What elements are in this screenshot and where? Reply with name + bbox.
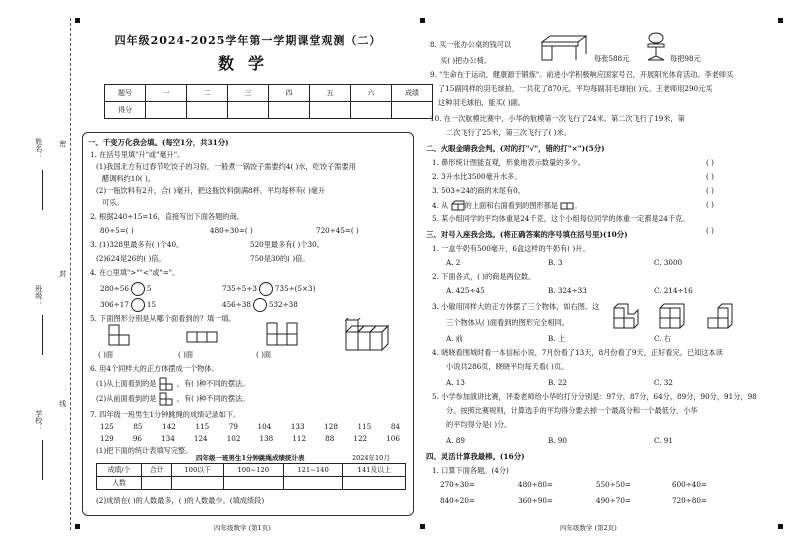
calc-1-text: 1. 口算下面各题。(4分) bbox=[432, 466, 509, 475]
jump-record: 129 bbox=[100, 434, 114, 443]
stat-head: 121~140 bbox=[283, 464, 343, 477]
q4-row2-right: 456÷38 532÷38 bbox=[222, 298, 298, 312]
stat-head: 100~120 bbox=[223, 464, 283, 477]
cube-shape-icon bbox=[451, 200, 465, 212]
jump-record: 79 bbox=[228, 422, 238, 431]
stat-head: 成绩/个 bbox=[97, 464, 142, 477]
q7-table-caption: 四年级一班男生1分钟跳绳成绩统计表 bbox=[196, 454, 305, 462]
choice-5-option[interactable]: C. 91 bbox=[654, 436, 673, 445]
jump-record: 134 bbox=[161, 434, 175, 443]
calc-item: 270÷30= bbox=[440, 480, 475, 489]
seal-char-mi: 密 bbox=[58, 140, 67, 147]
judge-3-paren[interactable]: ( ) bbox=[706, 186, 714, 195]
stat-head: 141及以上 bbox=[343, 464, 406, 477]
q3b-text: (2)624是26的( )倍。 bbox=[96, 254, 166, 263]
desk-image bbox=[538, 34, 588, 62]
jump-record: 142 bbox=[162, 422, 176, 431]
choice-5-option[interactable]: B. 90 bbox=[548, 436, 567, 445]
score-cell[interactable] bbox=[392, 102, 433, 119]
score-cell[interactable] bbox=[351, 102, 392, 119]
name-line bbox=[42, 170, 43, 210]
jump-record: 88 bbox=[325, 434, 335, 443]
choice-1-option[interactable]: C. 3000 bbox=[654, 258, 683, 267]
calc-item: 490÷70= bbox=[596, 496, 631, 505]
calc-item: 720÷80= bbox=[672, 496, 707, 505]
calc-item: 480÷80= bbox=[518, 480, 553, 489]
choice-1-option[interactable]: B. 3 bbox=[548, 258, 563, 267]
jump-record: 106 bbox=[386, 434, 400, 443]
score-head: 三 bbox=[228, 85, 269, 102]
choice-1: 1. 一盒牛奶有500毫升，6盒这样的牛奶有( )升。 bbox=[432, 244, 590, 253]
judge-3: 3. 503÷24的商的末尾有0。 bbox=[432, 186, 525, 195]
jump-record: 138 bbox=[259, 434, 274, 443]
choice-5-text-3: 的平均得分是( )分。 bbox=[446, 420, 512, 429]
score-head: 一 bbox=[146, 85, 187, 102]
q5-answer-3: ( )面 bbox=[256, 350, 272, 359]
exam-title: 四年级2024-2025学年第一学期课堂观测（二） bbox=[114, 34, 382, 47]
left-footer: 四年级数学 (第1页) bbox=[214, 524, 271, 532]
seal-char-xian: 线 bbox=[58, 400, 67, 407]
two-square-icon bbox=[560, 201, 574, 211]
section-4-heading: 四、灵活计算我最棒。(16分) bbox=[426, 452, 525, 461]
q10-text-2: 二次飞行了25米，第三次飞行了( )米。 bbox=[446, 128, 571, 137]
corner-marker bbox=[75, 18, 80, 23]
corner-marker bbox=[75, 524, 80, 529]
choice-3-option[interactable]: B. 上 bbox=[548, 334, 566, 343]
score-cell[interactable] bbox=[228, 102, 269, 119]
stat-cell[interactable] bbox=[343, 477, 406, 490]
view-figure-2 bbox=[186, 330, 220, 344]
choice-5-text-2: 分。按照比赛规则，计算选手的平均得分要去掉一个最高分和一个最低分，小华 bbox=[446, 406, 698, 415]
q9-text: 9. "生命在于运动，健康源于锻炼"。前进小学积极响应国家号召，开展阳光体育活动。李老师买 bbox=[430, 70, 734, 79]
judge-1-paren[interactable]: ( ) bbox=[706, 158, 714, 167]
stat-cell[interactable] bbox=[172, 477, 223, 490]
stat-cell[interactable] bbox=[283, 477, 343, 490]
jump-record: 112 bbox=[292, 434, 307, 443]
q6-text: 6. 用4个同样大的正方体摆成一个物体。 bbox=[90, 364, 219, 373]
chair-price: 每把98元 bbox=[670, 54, 701, 63]
section-3-heading: 三、对号入座我会选。(将正确答案的序号填在括号里)(10分) bbox=[426, 230, 628, 239]
corner-marker bbox=[778, 524, 783, 529]
jump-record: 133 bbox=[290, 422, 305, 431]
q8-text: 8. 买一张办公桌的钱可以 bbox=[430, 40, 512, 49]
corner-marker bbox=[778, 18, 783, 23]
jump-record: 122 bbox=[353, 434, 368, 443]
judge-5: 5. 某小组同学的平均体重是24千克，这个小组每位同学的体重一定都是24千克。 bbox=[432, 214, 690, 223]
choice-1-option[interactable]: A. 2 bbox=[446, 258, 461, 267]
q4-row1-right: 735÷5÷3 735÷(5×3) bbox=[222, 282, 315, 296]
jump-record: 128 bbox=[324, 422, 338, 431]
choice-4-option[interactable]: B. 22 bbox=[548, 378, 567, 387]
q7a-text: (1)把下面的统计表填写完整。 bbox=[96, 446, 193, 455]
choice-4: 4. 晓晓看围城时看一本信标小说，7月份看了13天，8月份看了9天，正好看完。已知这本读 bbox=[432, 348, 723, 357]
score-head: 成绩 bbox=[392, 85, 433, 102]
jump-record: 125 bbox=[100, 422, 114, 431]
choice-2: 2. 下面各式，( )的商是两位数。 bbox=[432, 272, 536, 281]
score-cell[interactable] bbox=[310, 102, 351, 119]
q6a-text: (1)从上面看到的是 ，有( )种不同的摆法。 bbox=[96, 377, 249, 391]
q1-text: 1. 在括号里填"升"或"毫升"。 bbox=[90, 150, 185, 159]
choice-3-option[interactable]: A. 前 bbox=[446, 334, 463, 343]
q7-table-date: 2024年10月 bbox=[352, 454, 390, 462]
score-cell[interactable] bbox=[146, 102, 187, 119]
corner-marker bbox=[420, 524, 425, 529]
score-row-label: 得分 bbox=[105, 102, 146, 119]
school-label: 学校： bbox=[34, 410, 43, 431]
q7-text: 7. 四年级一班男生1分钟跳绳的成绩记录如下。 bbox=[90, 410, 241, 419]
q1b-text-2: 可乐。 bbox=[102, 198, 124, 207]
q9-text-3: 这种羽毛球拍，能买( )副。 bbox=[438, 98, 525, 107]
class-label: 班级： bbox=[34, 285, 43, 306]
choice-3: 3. 小敏用同样大的正方体摆了三个物体，如右图。这 bbox=[432, 302, 600, 311]
jump-record: 85 bbox=[133, 422, 143, 431]
judge-4: 4. 从 的上面和右面看到的图形都是 。 bbox=[432, 201, 582, 210]
choice-3-text-2: 三个物体从( )面看到的图形完全相同。 bbox=[446, 318, 569, 327]
q7-stats-table bbox=[96, 463, 406, 490]
choice-4-option[interactable]: A. 13 bbox=[446, 378, 465, 387]
q5-answer-1: ( )面 bbox=[98, 350, 114, 359]
front-view-shape bbox=[159, 392, 177, 406]
q9-text-2: 了15副同样的羽毛球拍，一共花了870元，平均每副羽毛球拍( )元。王老师用290元买 bbox=[438, 84, 713, 93]
compare-circle[interactable] bbox=[259, 282, 273, 296]
calc-item: 550÷50= bbox=[596, 480, 631, 489]
compare-circle[interactable] bbox=[253, 298, 267, 312]
school-line bbox=[42, 440, 43, 480]
top-view-shape bbox=[159, 377, 177, 391]
score-head: 五 bbox=[310, 85, 351, 102]
q8-text-2: 买( )把办公椅。 bbox=[440, 56, 492, 65]
view-figure-1 bbox=[108, 324, 144, 346]
score-head: 二 bbox=[187, 85, 228, 102]
score-table bbox=[104, 84, 433, 119]
q5-text: 5. 下面图形分别是从哪个面看到的？填一填。 bbox=[90, 314, 236, 323]
jump-record: 124 bbox=[193, 434, 208, 443]
desk-price: 每张588元 bbox=[594, 54, 630, 63]
choice-2-option[interactable]: A. 425÷45 bbox=[446, 286, 485, 295]
choice-5-option[interactable]: A. 89 bbox=[446, 436, 465, 445]
three-objects-figure bbox=[608, 300, 748, 338]
q6b-text: (2)从前面看到的是 ，有( )种不同的摆法。 bbox=[96, 392, 249, 406]
stat-cell[interactable] bbox=[142, 477, 172, 490]
q4-text: 4. 在○里填">""<"或"="。 bbox=[90, 268, 180, 277]
judge-5-paren[interactable]: ( ) bbox=[706, 226, 714, 235]
jump-record: 115 bbox=[195, 422, 210, 431]
q3b-text-2: 750是30的( )倍。 bbox=[250, 254, 310, 263]
q7b-text: (2)成绩在( )的人数最多，( )的人数最少。(填成绩段) bbox=[96, 496, 265, 505]
judge-2: 2. 3升水比3500毫升水多。 bbox=[432, 172, 522, 181]
q4-row1-left: 280÷56 5 bbox=[100, 282, 151, 296]
seal-dashed-line bbox=[70, 18, 71, 530]
view-figure-3 bbox=[266, 322, 300, 346]
calc-item: 840÷20= bbox=[440, 496, 475, 505]
q7-data-row-1 bbox=[100, 422, 400, 431]
jump-record: 104 bbox=[257, 422, 272, 431]
choice-2-option[interactable]: C. 214÷16 bbox=[654, 286, 693, 295]
chair-image bbox=[644, 32, 668, 64]
q2-text: 2. 根据240÷15=16，直接写出下面各题的商。 bbox=[90, 212, 244, 221]
q3a-text-2: 520里最多有( )个30。 bbox=[250, 240, 324, 249]
q10-text: 10. 在一次航模比赛中，小华的航模第一次飞行了24米。第二次飞行了19米，第 bbox=[430, 114, 685, 123]
stat-head: 100以下 bbox=[172, 464, 223, 477]
q2-item: 720÷45=( ) bbox=[316, 226, 359, 235]
score-cell[interactable] bbox=[187, 102, 228, 119]
seal-char-feng: 封 bbox=[58, 270, 67, 277]
score-head: 题号 bbox=[105, 85, 146, 102]
cube-stack-figure bbox=[342, 318, 398, 352]
section-1-heading: 一、千变万化我会填。(每空1分，共31分) bbox=[88, 138, 229, 147]
binding-margin bbox=[6, 20, 70, 530]
score-cell[interactable] bbox=[269, 102, 310, 119]
choice-2-option[interactable]: B. 324÷33 bbox=[548, 286, 587, 295]
compare-circle[interactable] bbox=[131, 298, 145, 312]
choice-4-option[interactable]: C. 32 bbox=[654, 378, 673, 387]
q1b-text: (2)一瓶饮料有2升，合( )毫升，把这瓶饮料倒满8杯，平均每杯有( )毫升 bbox=[96, 186, 326, 195]
calc-item: 600÷40= bbox=[672, 480, 707, 489]
judge-1: 1. 鼻形统计图能直观，形象地表示数量的多少。 bbox=[432, 158, 585, 167]
choice-4-text-2: 小说共286页，晓晓平均每天看( )页。 bbox=[446, 362, 569, 371]
q4-row2-left: 306÷17 15 bbox=[100, 298, 156, 312]
choice-3-option[interactable]: C. 右 bbox=[654, 334, 671, 343]
stat-row-label: 人数 bbox=[97, 477, 142, 490]
stat-head: 合计 bbox=[142, 464, 172, 477]
calc-item: 360÷90= bbox=[518, 496, 553, 505]
right-footer: 四年级数学 (第2页) bbox=[560, 524, 617, 532]
jump-record: 102 bbox=[226, 434, 241, 443]
jump-record: 96 bbox=[132, 434, 142, 443]
section-2-heading: 二、火眼金睛我会判。(对的打"√"，错的打"×")(5分) bbox=[426, 144, 605, 153]
score-head: 四 bbox=[269, 85, 310, 102]
q7-data-row-2 bbox=[100, 434, 400, 443]
q2-item: 480÷30=( ) bbox=[210, 226, 253, 235]
q2-item: 80÷5=( ) bbox=[100, 226, 134, 235]
q5-answer-2: ( )面 bbox=[178, 350, 194, 359]
compare-circle[interactable] bbox=[131, 282, 145, 296]
judge-4-paren[interactable]: ( ) bbox=[706, 200, 714, 209]
corner-marker bbox=[420, 18, 425, 23]
class-line bbox=[42, 315, 43, 355]
jump-record: 115 bbox=[357, 422, 372, 431]
judge-2-paren[interactable]: ( ) bbox=[706, 172, 714, 181]
subject-title: 数学 bbox=[217, 54, 278, 73]
jump-record: 84 bbox=[390, 422, 400, 431]
q1a-text-2: 醋调料约10( )。 bbox=[102, 174, 155, 183]
score-head: 六 bbox=[351, 85, 392, 102]
q3a-text: 3. (1)328里最多有( )个40。 bbox=[90, 240, 184, 249]
stat-cell[interactable] bbox=[223, 477, 283, 490]
q1a-text: (1)我国北方有过春节吃饺子的习俗，一般煮一锅饺子需要约4( )水，吃饺子需要用 bbox=[96, 162, 356, 171]
choice-5: 5. 小学参加演讲比赛，评委老师给小华的打分分别是：97分，87分，64分，89分，90分，91分，98 bbox=[432, 392, 757, 401]
name-label: 姓名： bbox=[34, 138, 43, 159]
